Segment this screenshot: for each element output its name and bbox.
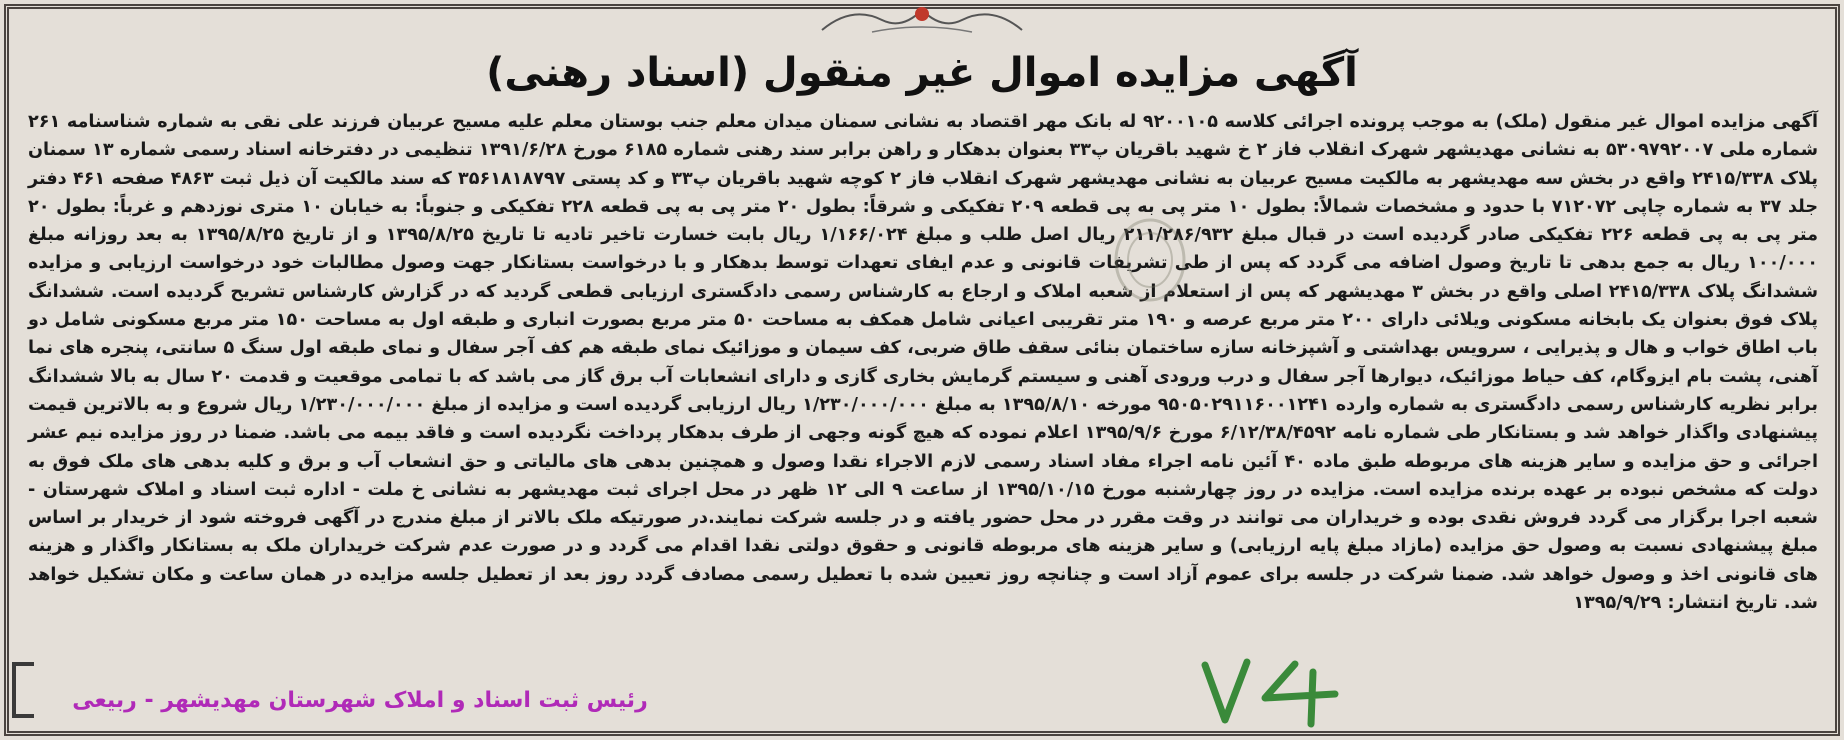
notice-title: آگهی مزایده اموال غیر منقول (اسناد رهنی) <box>486 50 1358 96</box>
notice-body: آگهی مزایده اموال غیر منقول (ملک) به موجب پرونده اجرائی کلاسه ۹۲۰۰۱۰۵ له بانک مهر اقتصاد به نشانی سمنان میدان معلم جنب بوستان معلم علیه مسیح عربیان فرزند علی نقی به شماره شناسنامه ۲۶۱ شماره ملی ۵۳۰۹۷۹۲۰۰۷ به نشانی مهدیشهر شهرک انقلاب فاز ۲ خ شهید باقریان پ۳۳ بعنوان بدهکار و راهن برابر سند رهنی شماره ۶۱۸۵ مورخ ۱۳۹۱/۶/۲۸ تنظیمی در دفترخانه اسناد رسمی شماره ۱۳ سمنان پلاک ۲۴۱۵/۳۳۸ واقع در بخش سه مهدیشهر به مالکیت مسیح عربیان به نشانی مهدیشهر شهرک انقلاب فاز ۲ کوچه شهید باقریان پ۳۳ و کد پستی ۳۵۶۱۸۱۸۷۹۷ که سند مالکیت آن ذیل ثبت ۴۸۶۳ صفحه ۴۶۱ دفتر جلد ۳۷ به شماره چاپی ۷۱۲۰۷۲ با حدود و مشخصات شمالاً: بطول ۱۰ متر پی به پی قطعه ۲۰۹ تفکیکی و شرقاً: بطول ۲۰ متر پی به پی قطعه ۲۲۸ تفکیکی و جنوباً: به خیابان ۱۰ متری نوزدهم و غرباً: بطول ۲۰ متر پی به پی قطعه ۲۲۶ تفکیکی صادر گردیده است در قبال مبلغ ۲۱۱/۲۸۶/۹۳۲ ریال اصل طلب و مبلغ ۱/۱۶۶/۰۲۴ ریال بابت خسارت تاخیر تادیه تا تاریخ ۱۳۹۵/۸/۲۵ و از تاریخ ۱۳۹۵/۸/۲۵ به بعد روزانه مبلغ ۱۰۰/۰۰۰ ریال به جمع بدهی تا تاریخ وصول اضافه می گردد که پس از طی تشریفات قانونی و عدم ایفای تعهدات توسط بدهکار و با درخواست بستانکار جهت وصول مطالبات خود درخواست ارزیابی و مزایده ششدانگ پلاک ۲۴۱۵/۳۳۸ اصلی واقع در بخش ۳ مهدیشهر که پس از استعلام از شعبه املاک و ارجاع به کارشناس رسمی دادگستری ارزیابی قطعی گردید که در گزارش کارشناس تشریح گردیده است. ششدانگ پلاک فوق بعنوان یک بابخانه مسکونی ویلائی دارای ۲۰۰ متر مربع عرصه و ۱۹۰ متر تقریبی اعیانی شامل همکف به مساحت ۵۰ متر مربع بصورت انباری و طبقه اول به مساحت ۱۵۰ متر مربع مسکونی شامل دو باب اطاق خواب و هال و پذیرایی ، سرویس بهداشتی و آشپزخانه سازه ساختمان بنائی سقف طاق ضربی، کف سیمان و موزائیک نمای طبقه هم کف آجر سفال و نمای طبقه اول سنگ ۵ سانتی، پنجره های نما آهنی، پشت بام ایزوگام، کف حیاط موزائیک، دیوارها آجر سفال و درب ورودی آهنی و سیستم گرمایش بخاری گازی و دارای انشعابات آب برق گاز می باشد که با تمامی موقعیت و قدمت ۲۰ سال به بالا ششدانگ برابر نظریه کارشناس رسمی دادگستری به شماره وارده ۹۵۰۵۰۲۹۱۱۶۰۰۱۲۴۱ مورخه ۱۳۹۵/۸/۱۰ به مبلغ ۱/۲۳۰/۰۰۰/۰۰۰ ریال ارزیابی گردیده است و مزایده از مبلغ ۱/۲۳۰/۰۰۰/۰۰۰ ریال شروع و به بالاترین قیمت پیشنهادی واگذار خواهد شد و بستانکار طی شماره نامه ۶/۱۲/۳۸/۴۵۹۲ مورخ ۱۳۹۵/۹/۶ اعلام نموده که هیچ گونه وجهی از طرف بدهکار پرداخت نگردیده است و فاقد بیمه می باشد. ضمنا در روز مزایده نیم عشر اجرائی و حق مزایده و سایر هزینه های مربوطه طبق ماده ۴۰ آئین نامه اجراء مفاد اسناد رسمی لازم الاجراء نقدا وصول و همچنین بدهی های مالیاتی و حق انشعاب آب و برق و کلیه بدهی های ملک فوق به دولت که مشخص نبوده بر عهده برنده مزایده است. مزایده در روز چهارشنبه مورخ ۱۳۹۵/۱۰/۱۵ از ساعت ۹ الی ۱۲ ظهر در محل اجرای ثبت مهدیشهر به نشانی خ ملت - اداره ثبت اسناد و املاک شهرستان - شعبه اجرا برگزار می گردد فروش نقدی بوده و خریداران می توانند در وقت مقرر در محل حضور یافته و در جلسه شرکت نمایند.در صورتیکه ملک بالاتر از مبلغ مندرج در آگهی فروخته شود از خریدار بر اساس مبلغ پیشنهادی نسبت به وصول حق مزایده (مازاد مبلغ پایه ارزیابی) و سایر هزینه های مربوطه قانونی و حقوق دولتی نقدا اقدام می گردد و در صورت عدم شرکت خریداران ملک به بستانکار واگذار و هزینه های قانونی اخذ و وصول خواهد شد. ضمنا شرکت در جلسه برای عموم آزاد است و چنانچه روز تعیین شده با تعطیل رسمی مصادف گردد روز بعد از تعطیل جلسه مزایده در همان ساعت و مکان تشکیل خواهد شد. تاریخ انتشار: ۱۳۹۵/۹/۲۹ <box>28 112 1819 614</box>
corner-bracket-icon <box>8 660 38 720</box>
top-ornament-icon <box>812 0 1032 40</box>
handwritten-mark-icon <box>1185 650 1365 730</box>
signature-line: رئیس ثبت اسناد و املاک شهرستان مهدیشهر - ربیعی <box>72 688 648 713</box>
seal-icon <box>1110 215 1190 305</box>
